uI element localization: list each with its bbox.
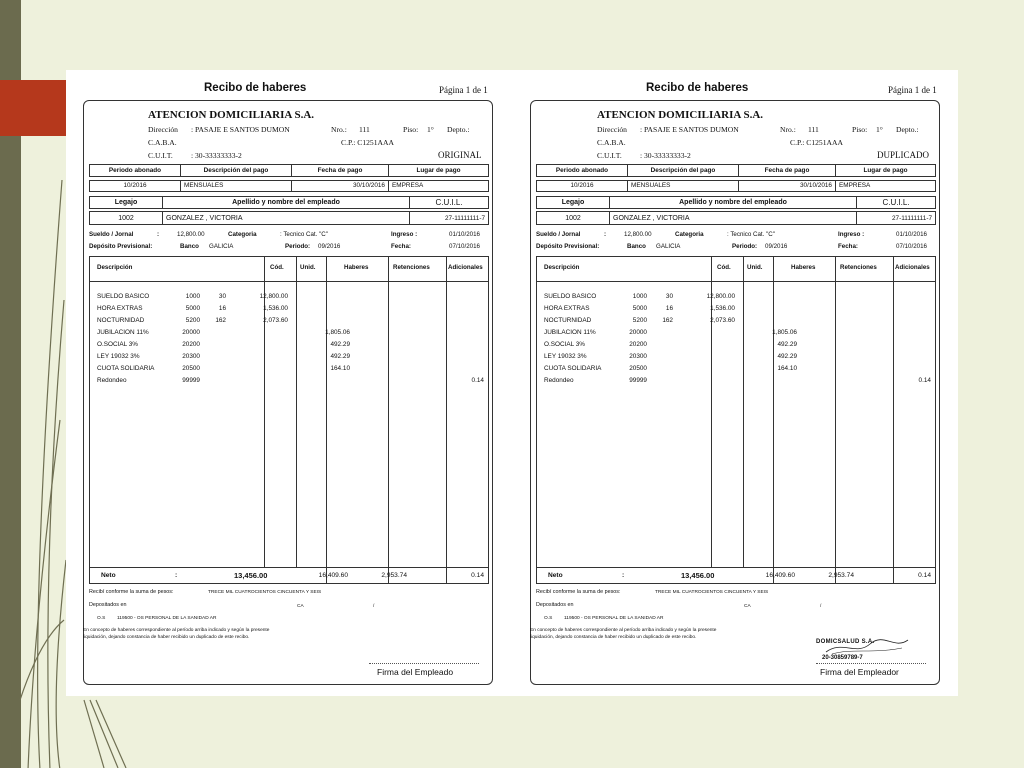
header-descripcion-pago: Descripción del pago <box>180 164 292 177</box>
header-apellido-nombre: Apellido y nombre del empleado <box>609 196 857 209</box>
row-adicionales: 0.14 <box>471 377 484 384</box>
row-descripcion: NOCTURNIDAD <box>544 317 592 324</box>
table-row <box>537 375 935 387</box>
table-row <box>537 363 935 375</box>
address-value: : PASAJE E SANTOS DUMON <box>640 125 739 134</box>
row-retenciones: 492.29 <box>330 341 350 348</box>
row-retenciones: 1,805.06 <box>772 329 797 336</box>
row-descripcion: SUELDO BASICO <box>97 293 150 300</box>
row-haberes: 12,800.00 <box>259 293 288 300</box>
periodo-label: Periodo: <box>732 243 758 250</box>
address-value: : PASAJE E SANTOS DUMON <box>191 125 290 134</box>
stamp-cuit: 20-30859789-7 <box>822 655 863 661</box>
value-periodo: 10/2016 <box>89 180 181 192</box>
os-value: 119500 - OS PERSONAL DE LA SANIDAD AR <box>564 616 664 621</box>
header-descripcion-pago: Descripción del pago <box>627 164 739 177</box>
row-unidades: 162 <box>215 317 226 324</box>
row-retenciones: 492.29 <box>777 353 797 360</box>
col-haberes: Haberes <box>791 264 816 271</box>
concepts-table <box>536 256 936 568</box>
piso-label: Piso: <box>852 125 868 134</box>
row-retenciones: 164.10 <box>777 365 797 372</box>
col-retenciones: Retenciones <box>840 264 877 271</box>
row-descripcion: JUBILACION 11% <box>544 329 596 336</box>
ca-label: CA <box>297 604 304 609</box>
row-descripcion: LEY 19032 3% <box>97 353 140 360</box>
row-unidades: 162 <box>662 317 673 324</box>
row-descripcion: JUBILACION 11% <box>97 329 149 336</box>
periodo-label: Periodo: <box>285 243 311 250</box>
fecha-value: 07/10/2016 <box>449 243 480 250</box>
table-row <box>537 351 935 363</box>
row-descripcion: O.SOCIAL 3% <box>97 341 138 348</box>
concepto-line1: En concepto de haberes correspondiente al período arriba indicado y según la presente <box>530 628 717 633</box>
row-haberes: 1,536.00 <box>263 305 288 312</box>
row-codigo: 20500 <box>182 365 200 372</box>
table-row <box>90 327 488 339</box>
city: C.A.B.A. <box>597 138 626 147</box>
value-periodo: 10/2016 <box>536 180 628 192</box>
row-haberes: 2,073.60 <box>263 317 288 324</box>
header-fecha-pago: Fecha de pago <box>738 164 836 177</box>
header-periodo: Periodo abonado <box>89 164 181 177</box>
signature-line <box>369 663 479 664</box>
neto-colon: : <box>622 572 625 579</box>
row-descripcion: HORA EXTRAS <box>544 305 590 312</box>
row-codigo: 5000 <box>185 305 200 312</box>
col-codigo: Cód. <box>270 264 284 271</box>
value-legajo: 1002 <box>536 211 610 225</box>
row-codigo: 20300 <box>182 353 200 360</box>
neto-value: 13,456.00 <box>681 571 715 580</box>
firma-empleado: Firma del Empleado <box>377 667 454 677</box>
slash: / <box>373 604 375 609</box>
row-retenciones: 164.10 <box>330 365 350 372</box>
payslip-sheet <box>66 70 958 696</box>
nro-label: Nro.: <box>780 125 796 134</box>
row-adicionales: 0.14 <box>918 377 931 384</box>
fecha-value: 07/10/2016 <box>896 243 927 250</box>
row-haberes: 12,800.00 <box>706 293 735 300</box>
table-row <box>90 315 488 327</box>
row-unidades: 16 <box>665 305 673 312</box>
total-haberes: 16,409.60 <box>765 572 795 579</box>
sueldo-value: 12,800.00 <box>177 231 205 238</box>
copy-type: DUPLICADO <box>877 150 930 160</box>
header-lugar-pago: Lugar de pago <box>388 164 489 177</box>
value-descripcion-pago: MENSUALES <box>180 180 292 192</box>
header-lugar-pago: Lugar de pago <box>835 164 936 177</box>
concepto-line2: liquidación, dejando constancia de haber recibido un duplicado de este recibo. <box>530 635 697 640</box>
value-legajo: 1002 <box>89 211 163 225</box>
row-descripcion: O.SOCIAL 3% <box>544 341 585 348</box>
row-haberes: 1,536.00 <box>710 305 735 312</box>
concepto-line1: En concepto de haberes correspondiente al período arriba indicado y según la presente <box>83 628 270 633</box>
piso-value: 1° <box>876 125 883 134</box>
table-row <box>90 339 488 351</box>
page-number: Página 1 de 1 <box>888 85 937 95</box>
value-cuil: 27-11111111-7 <box>856 211 936 225</box>
depositados-label: Depositados en <box>89 602 127 608</box>
fecha-label: Fecha: <box>838 243 858 250</box>
depto-label: Depto.: <box>447 125 470 134</box>
total-adicionales: 0.14 <box>471 572 484 579</box>
sueldo-colon: : <box>157 231 160 238</box>
row-descripcion: NOCTURNIDAD <box>97 317 145 324</box>
row-unidades: 30 <box>665 293 673 300</box>
recibi-value: TRECE MIL CUATROCIENTOS CINCUENTA Y SEIS <box>655 590 769 595</box>
company-name: ATENCION DOMICILIARIA S.A. <box>597 109 764 121</box>
table-row <box>537 327 935 339</box>
banco-label: Banco <box>180 243 199 250</box>
sueldo-label: Sueldo / Jornal <box>536 231 581 238</box>
header-fecha-pago: Fecha de pago <box>291 164 389 177</box>
sueldo-label: Sueldo / Jornal <box>89 231 134 238</box>
col-descripcion: Descripción <box>97 264 133 271</box>
row-codigo: 5000 <box>632 305 647 312</box>
ingreso-label: Ingreso : <box>391 231 418 238</box>
row-codigo: 20200 <box>182 341 200 348</box>
row-codigo: 20500 <box>629 365 647 372</box>
recibi-label: Recibí conforme la suma de pesos: <box>536 589 621 595</box>
row-descripcion: CUOTA SOLIDARIA <box>97 365 155 372</box>
receipt-duplicado <box>530 70 950 696</box>
signature-line <box>816 663 926 664</box>
ingreso-value: 01/10/2016 <box>896 231 927 238</box>
receipt-original <box>83 70 503 696</box>
concepts-table <box>89 256 489 568</box>
receipt-title: Recibo de haberes <box>646 82 749 94</box>
address-label: Dirección <box>597 125 627 134</box>
table-row <box>537 291 935 303</box>
value-apellido-nombre: GONZALEZ , VICTORIA <box>162 211 410 225</box>
header-legajo: Legajo <box>536 196 610 209</box>
categoria-value: : Tecnico Cat. "C" <box>727 231 775 238</box>
row-descripcion: SUELDO BASICO <box>544 293 597 300</box>
neto-label: Neto <box>548 572 563 579</box>
value-lugar-pago: EMPRESA <box>835 180 936 192</box>
ingreso-label: Ingreso : <box>838 231 865 238</box>
row-retenciones: 492.29 <box>330 353 350 360</box>
cuit-label: C.U.I.T. <box>148 151 173 160</box>
cuit-label: C.U.I.T. <box>597 151 622 160</box>
table-row <box>90 303 488 315</box>
ca-label: CA <box>744 604 751 609</box>
header-periodo: Periodo abonado <box>536 164 628 177</box>
sueldo-colon: : <box>604 231 607 238</box>
row-retenciones: 1,805.06 <box>325 329 350 336</box>
header-legajo: Legajo <box>89 196 163 209</box>
value-descripcion-pago: MENSUALES <box>627 180 739 192</box>
row-codigo: 20300 <box>629 353 647 360</box>
row-retenciones: 492.29 <box>777 341 797 348</box>
header-cuil: C.U.I.L. <box>409 196 489 209</box>
neto-row <box>536 568 936 584</box>
value-apellido-nombre: GONZALEZ , VICTORIA <box>609 211 857 225</box>
row-codigo: 99999 <box>629 377 647 384</box>
ingreso-value: 01/10/2016 <box>449 231 480 238</box>
deposito-label: Depósito Previsional: <box>536 243 600 250</box>
neto-label: Neto <box>101 572 116 579</box>
sueldo-value: 12,800.00 <box>624 231 652 238</box>
row-descripcion: CUOTA SOLIDARIA <box>544 365 602 372</box>
os-label: O.S <box>97 616 106 621</box>
page-number: Página 1 de 1 <box>439 85 488 95</box>
nro-value: 111 <box>808 125 819 134</box>
company-name: ATENCION DOMICILIARIA S.A. <box>148 109 315 121</box>
row-unidades: 16 <box>218 305 226 312</box>
banco-label: Banco <box>627 243 646 250</box>
os-value: 119500 - OS PERSONAL DE LA SANIDAD AR <box>117 616 217 621</box>
total-adicionales: 0.14 <box>918 572 931 579</box>
receipt-title: Recibo de haberes <box>204 82 307 94</box>
col-adicionales: Adicionales <box>895 264 930 271</box>
depositados-label: Depositados en <box>536 602 574 608</box>
address-label: Dirección <box>148 125 178 134</box>
row-codigo: 5200 <box>632 317 647 324</box>
col-descripcion: Descripción <box>544 264 580 271</box>
periodo-value: 09/2016 <box>318 243 341 250</box>
table-row <box>90 363 488 375</box>
header-apellido-nombre: Apellido y nombre del empleado <box>162 196 410 209</box>
row-descripcion: Redondeo <box>97 377 127 384</box>
stamp-company: DOMICSALUD S.A. <box>816 639 875 645</box>
total-retenciones: 2,953.74 <box>381 572 407 579</box>
row-codigo: 99999 <box>182 377 200 384</box>
row-haberes: 2,073.60 <box>710 317 735 324</box>
deposito-label: Depósito Previsional: <box>89 243 153 250</box>
accent-red-bar <box>0 80 66 136</box>
col-codigo: Cód. <box>717 264 731 271</box>
col-unidades: Unid. <box>300 264 316 271</box>
total-haberes: 16,409.60 <box>318 572 348 579</box>
table-row <box>537 303 935 315</box>
col-adicionales: Adicionales <box>448 264 483 271</box>
os-label: O.S <box>544 616 553 621</box>
recibi-value: TRECE MIL CUATROCIENTOS CINCUENTA Y SEIS <box>208 590 322 595</box>
row-codigo: 20200 <box>629 341 647 348</box>
value-fecha-pago: 30/10/2016 <box>291 180 389 192</box>
piso-label: Piso: <box>403 125 419 134</box>
table-row <box>90 291 488 303</box>
firma-empleador: Firma del Empleador <box>820 667 899 677</box>
row-descripcion: HORA EXTRAS <box>97 305 143 312</box>
concepto-line2: liquidación, dejando constancia de haber recibido un duplicado de este recibo. <box>83 635 250 640</box>
value-cuil: 27-11111111-7 <box>409 211 489 225</box>
cuit-value: : 30-33333333-2 <box>640 151 691 160</box>
slash: / <box>820 604 822 609</box>
banco-value: GALICIA <box>656 243 681 250</box>
row-codigo: 20000 <box>182 329 200 336</box>
col-retenciones: Retenciones <box>393 264 430 271</box>
value-fecha-pago: 30/10/2016 <box>738 180 836 192</box>
row-codigo: 5200 <box>185 317 200 324</box>
nro-value: 111 <box>359 125 370 134</box>
fecha-label: Fecha: <box>391 243 411 250</box>
nro-label: Nro.: <box>331 125 347 134</box>
periodo-value: 09/2016 <box>765 243 788 250</box>
depto-label: Depto.: <box>896 125 919 134</box>
concept-rows <box>90 291 488 387</box>
categoria-value: : Tecnico Cat. "C" <box>280 231 328 238</box>
banco-value: GALICIA <box>209 243 234 250</box>
row-codigo: 20000 <box>629 329 647 336</box>
table-row <box>537 339 935 351</box>
row-unidades: 30 <box>218 293 226 300</box>
concept-rows <box>537 291 935 387</box>
copy-type: ORIGINAL <box>438 150 482 160</box>
postal-code: C.P.: C1251AAA <box>341 138 394 147</box>
table-row <box>90 375 488 387</box>
col-unidades: Unid. <box>747 264 763 271</box>
piso-value: 1° <box>427 125 434 134</box>
value-lugar-pago: EMPRESA <box>388 180 489 192</box>
table-row <box>537 315 935 327</box>
neto-colon: : <box>175 572 178 579</box>
row-descripcion: LEY 19032 3% <box>544 353 587 360</box>
row-descripcion: Redondeo <box>544 377 574 384</box>
col-haberes: Haberes <box>344 264 369 271</box>
categoria-label: Categoria <box>675 231 704 238</box>
postal-code: C.P.: C1251AAA <box>790 138 843 147</box>
row-codigo: 1000 <box>632 293 647 300</box>
cuit-value: : 30-33333333-2 <box>191 151 242 160</box>
table-row <box>90 351 488 363</box>
recibi-label: Recibí conforme la suma de pesos: <box>89 589 174 595</box>
categoria-label: Categoria <box>228 231 257 238</box>
row-codigo: 1000 <box>185 293 200 300</box>
total-retenciones: 2,953.74 <box>828 572 854 579</box>
header-cuil: C.U.I.L. <box>856 196 936 209</box>
neto-row <box>89 568 489 584</box>
city: C.A.B.A. <box>148 138 177 147</box>
neto-value: 13,456.00 <box>234 571 268 580</box>
